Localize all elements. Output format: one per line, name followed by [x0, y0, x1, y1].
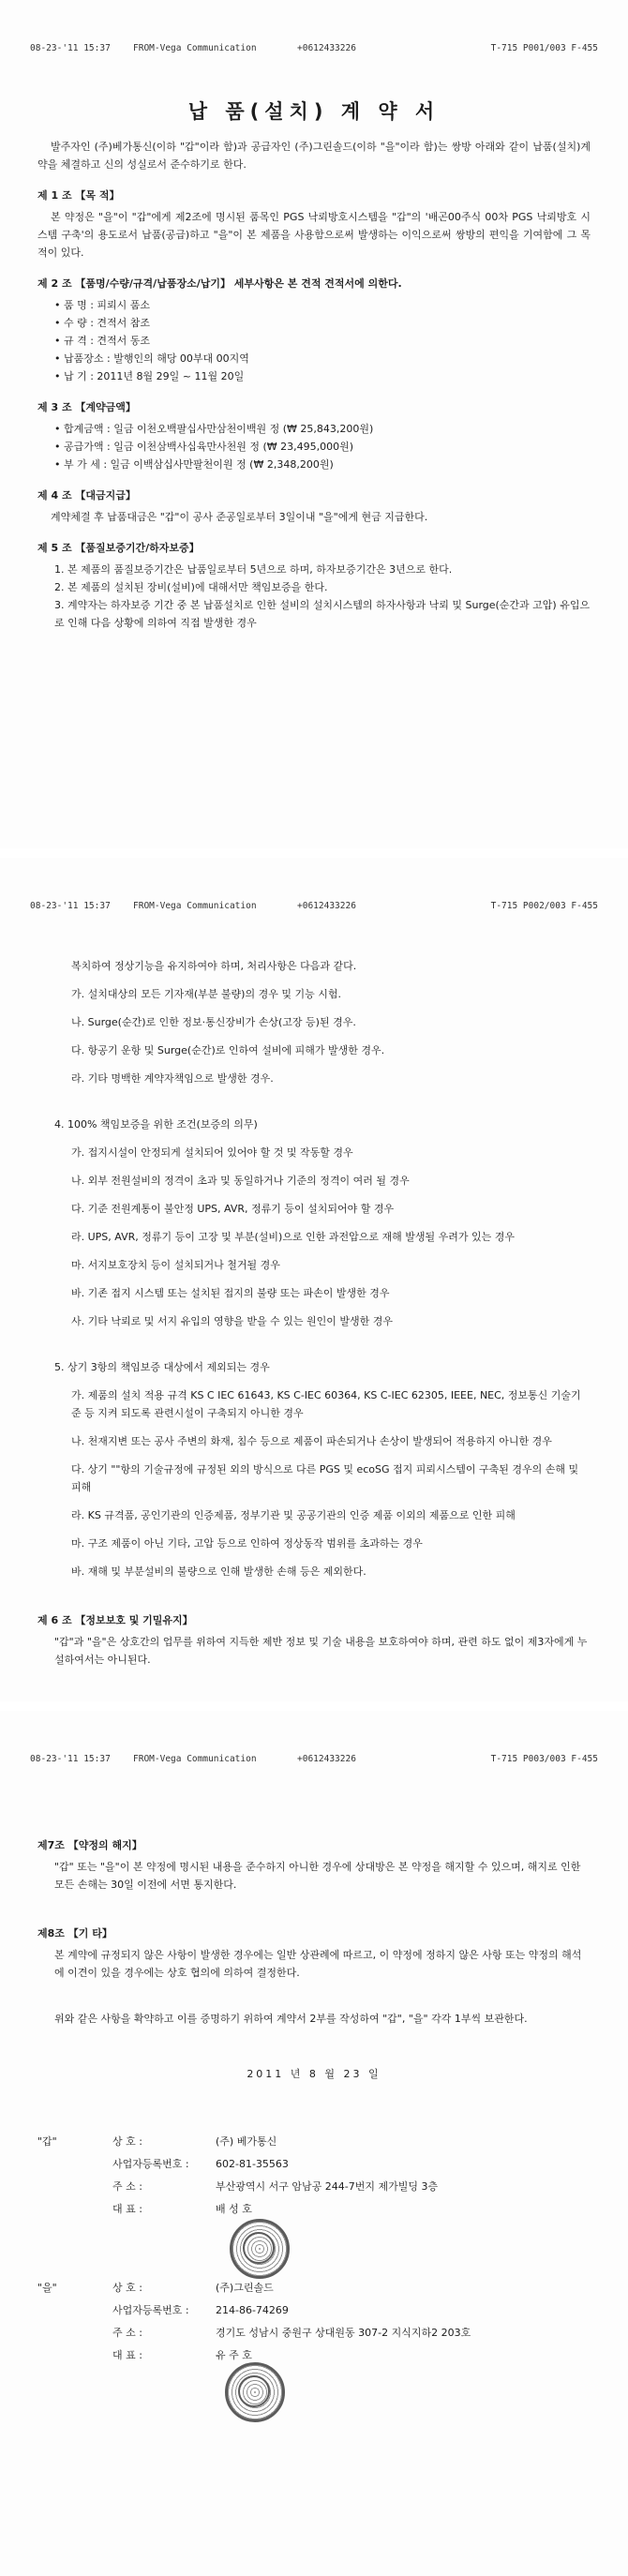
contract-line: "갑" 또는 "을"이 본 약정에 명시된 내용을 준수하지 아니한 경우에 상대방은 본 약정을 해지할 수 있으며, 해지로 인한 모든 손해는 30일 이전에 서면 통지한다. [54, 1861, 581, 1891]
contract-line: 가. 설치대상의 모든 기자재(부분 불량)의 경우 및 기능 시험. [71, 988, 341, 1000]
contract-line: 라. UPS, AVR, 정류기 등이 고장 및 부분(설비)으로 인한 과전압으로 재해 발생될 우려가 있는 경우 [71, 1231, 515, 1243]
party-a-key: 주 소 : [112, 2179, 142, 2193]
article-2-item-list [37, 296, 591, 385]
article-3-item: • 부 가 세 : 일금 이백삼십사만팔천이원 정 (₩ 2,348,200원) [54, 458, 334, 471]
contract-line: 다. 상기 ""항의 기술규정에 규정된 외의 방식으로 다른 PGS 및 ecoSG 접지 피뢰시스템이 구축된 경우의 손해 및 피해 [71, 1463, 579, 1493]
article-title: 제7조 【약정의 해지】 [37, 1839, 142, 1851]
spacer [37, 1340, 591, 1348]
party-b-ceo-row [37, 2344, 591, 2366]
article-2-item: • 납품장소 : 발행인의 해당 00부대 00지역 [54, 352, 249, 365]
party-a-name-row [37, 2130, 591, 2152]
fax-header [30, 1754, 598, 1767]
party-b-key: 사업자등록번호 : [112, 2303, 189, 2316]
contract-line: 라. KS 규격품, 공인기관의 인증제품, 정부기관 및 공공기관의 인증 제품 이외의 제품으로 인한 피해 [71, 1509, 516, 1521]
party-b-value: 214-86-74269 [216, 2303, 289, 2316]
contract-line: 마. 서지보호장치 등이 설치되거나 철거될 경우 [71, 1259, 280, 1271]
company-seal-stamp-b [225, 2362, 285, 2422]
party-b-value: 유 주 호 [216, 2348, 252, 2361]
fax-header [30, 43, 598, 56]
contract-line: 마. 구조 제품이 아닌 기타, 고압 등으로 인하여 정상동작 범위를 초과하는 경우 [71, 1537, 423, 1550]
article-2-item: • 납 기 : 2011년 8월 29일 ~ 11월 20일 [54, 370, 245, 382]
article-1-title: 제 1 조 【목 적】 [37, 189, 120, 202]
fax-page-3 [0, 1711, 628, 2576]
fax-page-1 [0, 0, 628, 848]
article-4-text: 계약체결 후 납품대금은 "갑"이 공사 준공일로부터 3일이내 "을"에게 현금 지급한다. [51, 511, 428, 523]
contract-body-page-2 [37, 947, 591, 1669]
fax-sender: FROM-Vega Communication [133, 1754, 257, 1764]
fax-header [30, 901, 598, 914]
party-a-bizno-row [37, 2152, 591, 2175]
contract-line: "갑"과 "을"은 상호간의 업무를 위하여 지득한 제반 정보 및 기술 내용을 보호하여야 하며, 관련 하도 없이 제3자에게 누설하여서는 아니된다. [54, 1636, 588, 1666]
fax-datetime: 08-23-'11 15:37 [30, 1754, 111, 1764]
spacer [37, 1098, 591, 1105]
fax-page-number: T-715 P003/003 F-455 [490, 1754, 598, 1764]
article-5-item: 2. 본 제품의 설치된 장비(설비)에 대해서만 책임보증을 한다. [54, 581, 328, 593]
party-a-key: 대 표 : [112, 2202, 142, 2215]
contract-line: 나. 외부 전원설비의 정격이 초과 및 동일하거나 기준의 정격이 여러 될 경우 [71, 1175, 410, 1187]
fax-datetime: 08-23-'11 15:37 [30, 901, 111, 911]
contract-line: 본 계약에 규정되지 않은 사항이 발생한 경우에는 일반 상관례에 따르고, 이 약정에 정하지 않은 사항 또는 약정의 해석에 이견이 있을 경우에는 상호 협의에 의하여 결정한다. [54, 1949, 582, 1979]
contract-body-page-1 [37, 100, 591, 632]
article-5-title: 제 5 조 【품질보증기간/하자보증】 [37, 542, 200, 554]
fax-page-number: T-715 P002/003 F-455 [490, 901, 598, 911]
closing-articles [37, 1836, 591, 2028]
party-b-value: (주)그린솔드 [216, 2281, 274, 2294]
fax-datetime: 08-23-'11 15:37 [30, 43, 111, 53]
contract-title: 납 품(설치) 계 약 서 [187, 100, 441, 123]
article-2-item: • 규 격 : 견적서 동조 [54, 335, 151, 347]
article-1-text: 본 약정은 "을"이 "갑"에게 제2조에 명시된 품목인 PGS 낙뢰방호시스템을 "갑"의 '배곤00주식 00차 PGS 낙뢰방호 시스템 구축'의 용도로서 납품(공급)하고 "을"이 본 제품을 사용함으로써 발생하는 이익으로써 쌍방의 편익을 기여함에 그 목적이 있다. [37, 211, 591, 259]
contract-intro: 발주자인 (주)베가통신(이하 "갑"이라 함)과 공급자인 (주)그린솔드(이하 "을"이라 함)는 쌍방 아래와 같이 납품(설치)계약을 체결하고 신의 성실로서 준수하기로 한다. [37, 141, 591, 171]
party-b-block [37, 2276, 591, 2366]
article-3-item: • 합계금액 : 일금 이천오백팔십사만삼천이백원 정 (₩ 25,843,200원) [54, 423, 374, 435]
party-b-key: 상 호 : [112, 2281, 142, 2294]
party-a-address-row [37, 2175, 591, 2197]
party-b-address-row [37, 2321, 591, 2344]
contract-line: 라. 기타 명백한 계약자책임으로 발생한 경우. [71, 1072, 274, 1085]
article-3-item-list [37, 420, 591, 473]
party-b-name-row [37, 2276, 591, 2299]
contract-line: 다. 항공기 운항 및 Surge(순간)로 인하여 설비에 피해가 발생한 경우. [71, 1044, 385, 1056]
party-b-bizno-row [37, 2299, 591, 2321]
article-title: 제 6 조 【정보보호 및 기밀유지】 [37, 1614, 193, 1626]
spacer [37, 1591, 591, 1598]
article-4-title: 제 4 조 【대금지급】 [37, 489, 136, 502]
fax-sender: FROM-Vega Communication [133, 901, 257, 911]
fax-telephone: +0612433226 [297, 43, 356, 53]
article-2-item: • 품 명 : 피뢰시 품소 [54, 299, 151, 311]
party-b-label: "을" [37, 2281, 57, 2294]
party-a-key: 상 호 : [112, 2134, 142, 2148]
party-a-value: 부산광역시 서구 암남공 244-7번지 제가빌딩 3층 [216, 2179, 439, 2193]
party-a-value: (주) 베가통신 [216, 2134, 277, 2148]
fax-telephone: +0612433226 [297, 901, 356, 911]
article-title: 제8조 【기 타】 [37, 1927, 112, 1939]
contract-date: 2011 년 8 월 23 일 [247, 2068, 381, 2080]
party-a-block [37, 2130, 591, 2220]
contract-line: 다. 기준 전원계통이 불안정 UPS, AVR, 정류기 등이 설치되어야 할 경우 [71, 1203, 395, 1215]
contract-line: 복치하여 정상기능을 유지하여야 하며, 처리사항은 다음과 같다. [71, 960, 357, 972]
party-b-value: 경기도 성남시 중원구 상대원동 307-2 지식지하2 203호 [216, 2326, 471, 2339]
contract-line: 4. 100% 책임보증을 위한 조건(보증의 의무) [54, 1118, 258, 1131]
contract-line: 5. 상기 3항의 책임보증 대상에서 제외되는 경우 [54, 1361, 270, 1373]
article-2-title: 제 2 조 【품명/수량/규격/납품장소/납기】 세부사항은 본 견적 견적서에 의한다. [37, 277, 402, 290]
contract-line: 바. 기존 접지 시스템 또는 설치된 접지의 불량 또는 파손이 발생한 경우 [71, 1287, 390, 1299]
fax-page-2 [0, 858, 628, 1701]
contract-line: 위와 같은 사항을 확약하고 이를 증명하기 위하여 계약서 2부를 작성하여 "갑", "을" 각각 1부씩 보관한다. [54, 2013, 528, 2025]
article-3-item: • 공급가액 : 일금 이천삼백사십육만사천원 정 (₩ 23,495,000원) [54, 441, 354, 453]
contract-line: 가. 제품의 설치 적용 규격 KS C IEC 61643, KS C-IEC 60364, KS C-IEC 62305, IEEE, NEC, 정보통신 기술기준 등 지켜 되도록 관련시설이 구축되지 아니한 경우 [71, 1389, 581, 1419]
party-a-key: 사업자등록번호 : [112, 2157, 189, 2170]
contract-line: 사. 기타 낙뢰로 및 서지 유입의 영향을 받을 수 있는 원인이 발생한 경우 [71, 1315, 393, 1327]
fax-telephone: +0612433226 [297, 1754, 356, 1764]
party-a-ceo-row [37, 2197, 591, 2220]
article-5-item-list [37, 561, 591, 632]
spacer [37, 1992, 591, 1999]
company-seal-stamp-a [230, 2219, 290, 2279]
article-3-title: 제 3 조 【계약금액】 [37, 401, 136, 413]
contract-line: 바. 재해 및 부분설비의 불량으로 인해 발생한 손해 등은 제외한다. [71, 1565, 366, 1578]
fax-sender: FROM-Vega Communication [133, 43, 257, 53]
party-b-key: 주 소 : [112, 2326, 142, 2339]
article-2-item: • 수 량 : 견적서 참조 [54, 317, 151, 329]
party-b-key: 대 표 : [112, 2348, 142, 2361]
contract-body-page-3 [37, 1823, 591, 2422]
contract-line: 가. 접지시설이 안정되게 설치되어 있어야 할 것 및 작동할 경우 [71, 1146, 353, 1159]
contract-line: 나. 천재지변 또는 공사 주변의 화재, 침수 등으로 제품이 파손되거나 손상이 발생되어 적용하지 아니한 경우 [71, 1435, 552, 1447]
spacer [37, 1904, 591, 1911]
party-a-value: 602-81-35563 [216, 2157, 289, 2170]
contract-line: 나. Surge(순간)로 인한 정보·통신장비가 손상(고장 등)된 경우. [71, 1016, 356, 1028]
article-5-item: 3. 계약자는 하자보증 기간 중 본 납품설치로 인한 설비의 설치시스템의 하자사항과 낙뢰 및 Surge(순간과 고압) 유입으로 인해 다음 상황에 의하여 직접 발생한 경우 [54, 599, 591, 629]
article-5-item: 1. 본 제품의 품질보증기간은 납품일로부터 5년으로 하며, 하자보증기간은 3년으로 한다. [54, 563, 453, 576]
fax-page-number: T-715 P001/003 F-455 [490, 43, 598, 53]
party-a-label: "갑" [37, 2134, 57, 2148]
party-a-value: 배 성 호 [216, 2202, 252, 2215]
